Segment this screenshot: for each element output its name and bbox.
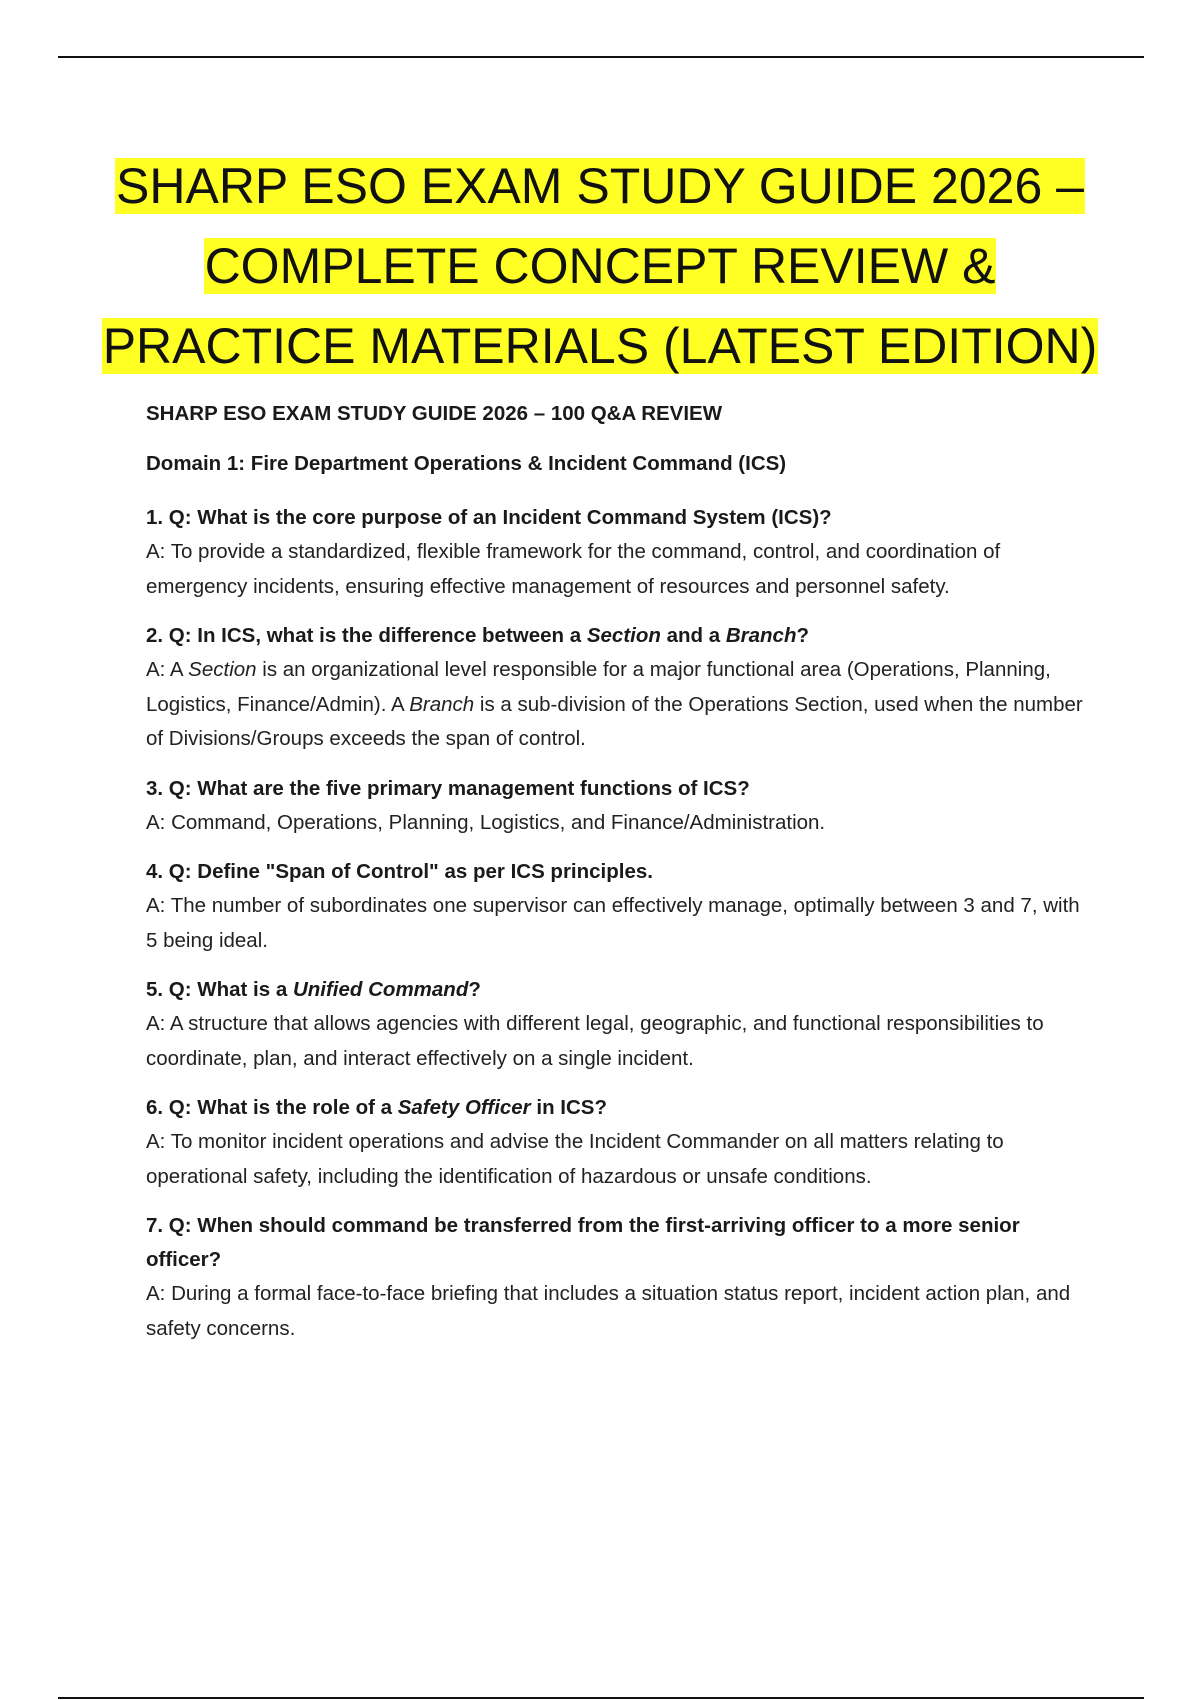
qa-item-1 xyxy=(146,501,1096,604)
answer-text: A: Command, Operations, Planning, Logistics, and Finance/Administration. xyxy=(146,810,826,834)
title-line-2: COMPLETE CONCEPT REVIEW & xyxy=(204,238,996,294)
answer-text: A: To monitor incident operations and advise the Incident Commander on all matters relating to operational safety, including the identification of hazardous or unsafe conditions. xyxy=(146,1130,1004,1188)
qa-item-7 xyxy=(146,1209,1096,1346)
answer-text: A: A Section is an organizational level responsible for a major functional area (Operations, Planning, Logistics, Finance/Admin). A Branch is a sub-division of the Operations Section, used when the number of Divisions/Groups exceeds the span of control. xyxy=(146,658,1083,750)
question-text: 5. Q: What is a Unified Command? xyxy=(146,978,481,1001)
bottom-rule xyxy=(58,1697,1144,1699)
qa-item-6 xyxy=(146,1091,1096,1194)
question-text: 3. Q: What are the five primary management functions of ICS? xyxy=(146,776,750,800)
question-text: 4. Q: Define "Span of Control" as per ICS principles. xyxy=(146,860,653,883)
document-body xyxy=(146,400,1096,1361)
answer-text: A: During a formal face-to-face briefing that includes a situation status report, incident action plan, and safety concerns. xyxy=(146,1282,1071,1340)
qa-item-5 xyxy=(146,973,1096,1076)
domain-heading: Domain 1: Fire Department Operations & Incident Command (ICS) xyxy=(146,452,787,475)
question-text: 6. Q: What is the role of a Safety Officer in ICS? xyxy=(146,1096,607,1119)
title-line-3: PRACTICE MATERIALS (LATEST EDITION) xyxy=(102,318,1098,374)
question-text: 1. Q: What is the core purpose of an Incident Command System (ICS)? xyxy=(146,506,832,529)
qa-item-2 xyxy=(146,619,1096,757)
answer-text: A: The number of subordinates one supervisor can effectively manage, optimally between 3 and 7, with 5 being ideal. xyxy=(146,894,1080,952)
section-heading: SHARP ESO EXAM STUDY GUIDE 2026 – 100 Q&A REVIEW xyxy=(146,402,723,425)
document-title xyxy=(60,146,1140,386)
question-text: 7. Q: When should command be transferred from the first-arriving officer to a more senior officer? xyxy=(146,1214,1020,1271)
answer-text: A: A structure that allows agencies with different legal, geographic, and functional responsibilities to coordinate, plan, and interact effectively on a single incident. xyxy=(146,1012,1044,1070)
answer-text: A: To provide a standardized, flexible framework for the command, control, and coordination of emergency incidents, ensuring effective management of resources and personnel safety. xyxy=(146,540,1001,598)
qa-item-3 xyxy=(146,772,1096,841)
title-line-1: SHARP ESO EXAM STUDY GUIDE 2026 – xyxy=(116,158,1084,214)
top-rule xyxy=(58,56,1144,58)
question-text: 2. Q: In ICS, what is the difference between a Section and a Branch? xyxy=(146,624,810,647)
qa-item-4 xyxy=(146,855,1096,958)
